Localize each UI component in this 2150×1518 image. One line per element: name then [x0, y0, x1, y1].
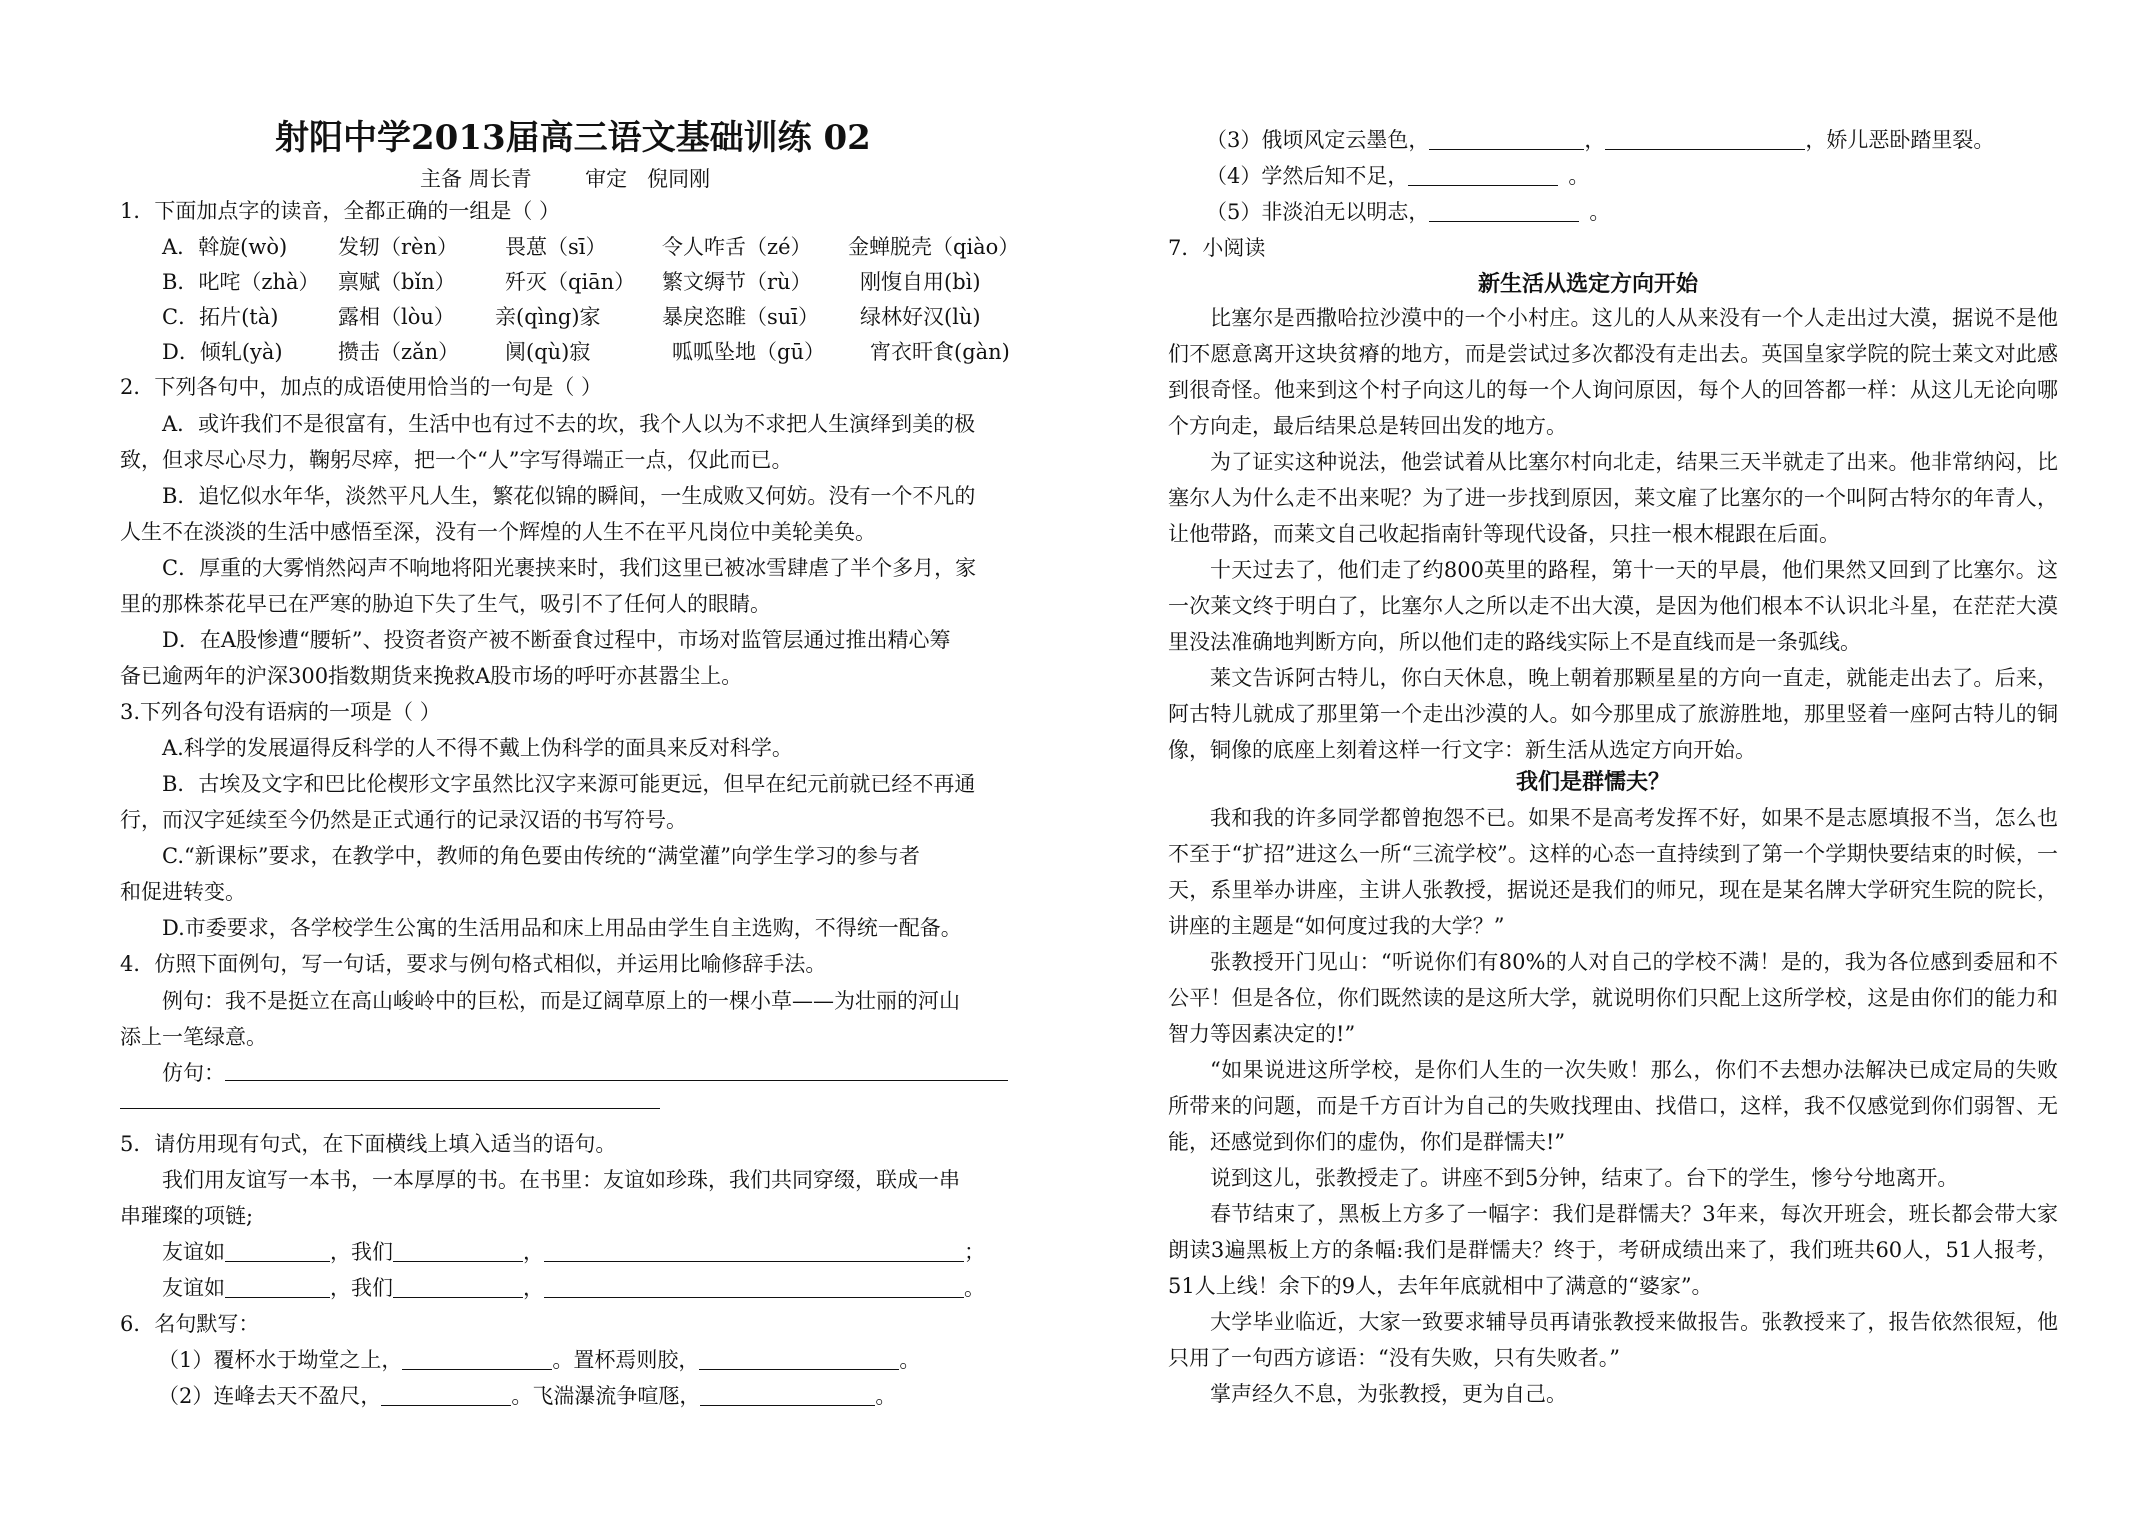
- q1-option: 阒(qù)寂: [505, 340, 591, 364]
- q3-stem: 3.下列各句没有语病的一项是（ ）: [120, 700, 441, 724]
- story2-paragraph: 掌声经久不息，为张教授，更为自己。: [1210, 1382, 1567, 1406]
- q5-stem: 5．请仿用现有句式，在下面横线上填入适当的语句。: [120, 1132, 617, 1156]
- q6-item-1: （1）覆杯水于坳堂之上， 。置杯焉则胶， 。: [158, 1348, 921, 1372]
- q1-option: C．拓片(tà): [162, 305, 279, 329]
- q5-prefix: 友谊如: [162, 1276, 225, 1300]
- q2-line: 致，但求尽心尽力，鞠躬尽瘁，把一个“人”字写得端正一点，仅此而已。: [120, 448, 793, 472]
- story2-paragraph: “如果说进这所学校，是你们人生的一次失败！那么，你们不去想办法解决已成定局的失败所带来的问题，而是千方百计为自己的失败找理由、找借口，这样，我不仅感觉到你们弱智、无能，还感觉到你们的虚伪，你们是群懦夫!”: [1168, 1058, 2058, 1154]
- page-title: 射阳中学2013届高三语文基础训练 02: [275, 118, 871, 158]
- q1-option: D．倾轧(yà): [162, 340, 283, 364]
- q2-line: 人生不在淡淡的生活中感悟至深，没有一个辉煌的人生不在平凡岗位中美轮美奂。: [120, 520, 876, 544]
- q6-blank[interactable]: [381, 1383, 511, 1406]
- q4-example-cont: 添上一笔绿意。: [120, 1025, 267, 1049]
- q6-item-5: （5）非淡泊无以明志， 。: [1206, 200, 1611, 224]
- q5-blank[interactable]: [393, 1275, 523, 1298]
- q4-stem: 4．仿照下面例句，写一句话，要求与例句格式相似，并运用比喻修辞手法。: [120, 952, 827, 976]
- q5-blank[interactable]: [225, 1275, 330, 1298]
- q1-option: 暴戾恣睢（suī）: [662, 305, 820, 329]
- story1-paragraph: 比塞尔是西撒哈拉沙漠中的一个小村庄。这儿的人从来没有一个人走出过大漠，据说不是他们不愿意离开这块贫瘠的地方，而是尝试过多次都没有走出去。英国皇家学院的院士莱文对此感到很奇怪。他来到这个村子向这儿的每一个人询问原因，每个人的回答都一样：从这儿无论向哪个方向走，最后结果总是转回出发的地方。: [1168, 306, 2058, 438]
- q5-blank[interactable]: [544, 1239, 964, 1262]
- q3-line: D.市委要求，各学校学生公寓的生活用品和床上用品由学生自主选购，不得统一配备。: [162, 916, 962, 940]
- q5-mid: ，我们: [330, 1240, 393, 1264]
- q6-item-2: （2）连峰去天不盈尺， 。飞湍瀑流争喧豗， 。: [158, 1384, 897, 1408]
- q1-option: 露相（lòu）: [338, 305, 455, 329]
- q5-end: ；: [964, 1240, 985, 1264]
- q4-imitate-label: 仿句：: [162, 1061, 225, 1085]
- story1-title: 新生活从选定方向开始: [1478, 272, 1699, 297]
- q6-blank[interactable]: [402, 1347, 552, 1370]
- q6-blank[interactable]: [1429, 199, 1579, 222]
- q1-option: 亲(qìng)家: [495, 305, 601, 329]
- q6-blank[interactable]: [699, 1347, 899, 1370]
- story2-paragraph: 张教授开门见山：“听说你们有80%的人对自己的学校不满！是的，我为各位感到委屈和不公平！但是各位，你们既然读的是这所大学，就说明你们只配上这所学校，这是由你们的能力和智力等因素决定的!”: [1168, 950, 2058, 1046]
- q3-line: B．古埃及文字和巴比伦楔形文字虽然比汉字来源可能更远，但早在纪元前就已经不再通: [162, 772, 976, 796]
- story2-paragraph: 大学毕业临近，大家一致要求辅导员再请张教授来做报告。张教授来了，报告依然很短，他只用了一句西方谚语：“没有失败，只有失败者。”: [1168, 1310, 2058, 1370]
- q1-option: 金蝉脱壳（qiào）: [848, 235, 1020, 259]
- story1-paragraph: 十天过去了，他们走了约800英里的路程，第十一天的早晨，他们果然又回到了比塞尔。这一次莱文终于明白了，比塞尔人之所以走不出大漠，是因为他们根本不认识北斗星，在茫茫大漠里没法准确地判断方向，所以他们走的路线实际上不是直线而是一条弧线。: [1168, 558, 2058, 654]
- q6-blank[interactable]: [1429, 127, 1584, 150]
- q5-fill-row: 友谊如 ，我们 ， ；: [162, 1240, 985, 1264]
- byline: 主备 周长青 审定 倪同刚: [420, 167, 711, 191]
- story2-paragraph: 春节结束了，黑板上方多了一幅字：我们是群懦夫？3年来，每次开班会，班长都会带大家朗读3遍黑板上方的条幅:我们是群懦夫？终于，考研成绩出来了，我们班共60人，51人报考，51人上线！余下的9人，去年年底就相中了满意的“婆家”。: [1168, 1202, 2058, 1298]
- q6-item-3: （3）俄顷风定云墨色， ， ，娇儿恶卧踏里裂。: [1206, 128, 1995, 152]
- q1-stem: 1．下面加点字的读音，全都正确的一组是（ ）: [120, 199, 561, 223]
- q1-option: A．斡旋(wò): [162, 235, 288, 259]
- q4-answer-line[interactable]: [225, 1080, 1008, 1081]
- story2-title: 我们是群懦夫？: [1516, 770, 1671, 795]
- q1-option: 禀赋（bǐn）: [338, 270, 456, 294]
- q5-text: 我们用友谊写一本书，一本厚厚的书。在书里：友谊如珍珠，我们共同穿缀，联成一串: [162, 1168, 960, 1192]
- q5-fill-row: 友谊如 ，我们 ， 。: [162, 1276, 985, 1300]
- q1-option: 攒击（zǎn）: [338, 340, 460, 364]
- q5-blank[interactable]: [225, 1239, 330, 1262]
- q3-line: 和促进转变。: [120, 880, 246, 904]
- q1-option: 刚愎自用(bì): [860, 270, 981, 294]
- story1-paragraph: 莱文告诉阿古特儿，你白天休息，晚上朝着那颗星星的方向一直走，就能走出去了。后来，阿古特儿就成了那里第一个走出沙漠的人。如今那里成了旅游胜地，那里竖着一座阿古特儿的铜像，铜像的底座上刻着这样一行文字：新生活从选定方向开始。: [1168, 666, 2058, 762]
- q6-blank[interactable]: [1408, 163, 1558, 186]
- q2-line: 备已逾两年的沪深300指数期货来挽救A股市场的呼吁亦甚嚣尘上。: [120, 664, 743, 688]
- q6-blank[interactable]: [700, 1383, 875, 1406]
- q1-option: 绿林好汉(lù): [860, 305, 981, 329]
- q2-line: B．追忆似水年华，淡然平凡人生，繁花似锦的瞬间，一生成败又何妨。没有一个不凡的: [162, 484, 976, 508]
- q4-example: 例句：我不是挺立在高山峻岭中的巨松，而是辽阔草原上的一棵小草——为壮丽的河山: [162, 989, 960, 1013]
- q5-text-cont: 串璀璨的项链;: [120, 1204, 254, 1228]
- story2-paragraph: 我和我的许多同学都曾抱怨不已。如果不是高考发挥不好，如果不是志愿填报不当，怎么也不至于“扩招”进这么一所“三流学校”。这样的心态一直持续到了第一个学期快要结束的时候，一天，系里举办讲座，主讲人张教授，据说还是我们的师兄，现在是某名牌大学研究生院的院长，讲座的主题是“如何度过我的大学？”: [1168, 806, 2058, 938]
- q2-line: A．或许我们不是很富有，生活中也有过不去的坎，我个人以为不求把人生演绎到美的极: [162, 412, 976, 436]
- q1-option: 呱呱坠地（gū）: [672, 340, 825, 364]
- q1-option: B．叱咤（zhà）: [162, 270, 320, 294]
- q3-line: C.“新课标”要求，在教学中，教师的角色要由传统的“满堂灌”向学生学习的参与者: [162, 844, 920, 868]
- q5-mid: ，我们: [330, 1276, 393, 1300]
- q4-answer-line[interactable]: [120, 1108, 660, 1109]
- story2-paragraph: 说到这儿，张教授走了。讲座不到5分钟，结束了。台下的学生，惨兮兮地离开。: [1210, 1166, 1959, 1190]
- q3-line: A.科学的发展逼得反科学的人不得不戴上伪科学的面具来反对科学。: [162, 736, 793, 760]
- q1-option: 歼灭（qiān）: [505, 270, 636, 294]
- q1-option: 发轫（rèn）: [338, 235, 458, 259]
- q2-line: D．在A股惨遭“腰斩”、投资者资产被不断蚕食过程中，市场对监管层通过推出精心筹: [162, 628, 951, 652]
- q7-stem: 7．小阅读: [1168, 236, 1266, 260]
- q5-blank[interactable]: [393, 1239, 523, 1262]
- q5-end: 。: [964, 1276, 985, 1300]
- q6-blank[interactable]: [1605, 127, 1805, 150]
- q6-item-4: （4）学然后知不足， 。: [1206, 164, 1590, 188]
- q2-line: C．厚重的大雾悄然闷声不响地将阳光裹挟来时，我们这里已被冰雪肆虐了半个多月，家: [162, 556, 977, 580]
- q6-stem: 6．名句默写：: [120, 1312, 260, 1336]
- q1-option: 畏葸（sī）: [505, 235, 607, 259]
- q5-prefix: 友谊如: [162, 1240, 225, 1264]
- q1-option: 繁文缛节（rù）: [662, 270, 812, 294]
- q2-line: 里的那株茶花早已在严寒的胁迫下失了生气，吸引不了任何人的眼睛。: [120, 592, 771, 616]
- q2-stem: 2．下列各句中，加点的成语使用恰当的一句是（ ）: [120, 375, 603, 399]
- q5-blank[interactable]: [544, 1275, 964, 1298]
- story1-paragraph: 为了证实这种说法，他尝试着从比塞尔村向北走，结果三天半就走了出来。他非常纳闷，比塞尔人为什么走不出来呢？为了进一步找到原因，莱文雇了比塞尔的一个叫阿古特尔的年青人，让他带路，而莱文自己收起指南针等现代设备，只拄一根木棍跟在后面。: [1168, 450, 2058, 546]
- q1-option: 令人咋舌（zé）: [662, 235, 812, 259]
- q1-option: 宵衣旰食(gàn): [870, 340, 1010, 364]
- q3-line: 行，而汉字延续至今仍然是正式通行的记录汉语的书写符号。: [120, 808, 687, 832]
